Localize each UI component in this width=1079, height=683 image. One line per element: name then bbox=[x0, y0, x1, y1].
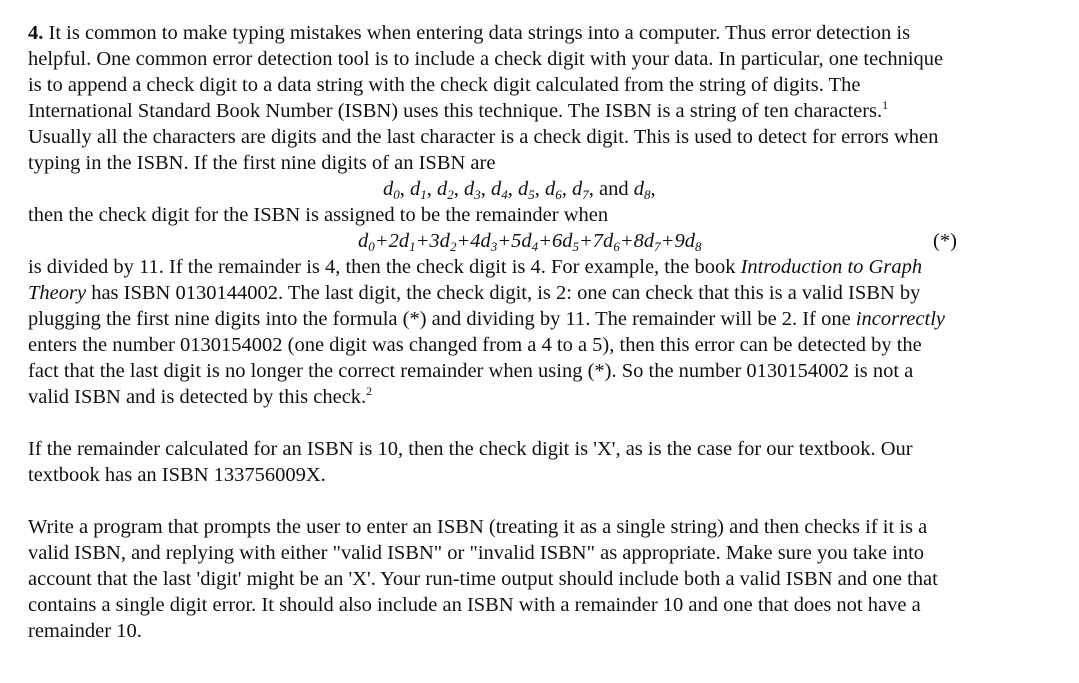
footnote-marker-2: 2 bbox=[366, 384, 373, 398]
formula-line bbox=[28, 228, 1058, 254]
intro-line-4: International Standard Book Number (ISBN) uses this technique. The ISBN is a string of ten characters. bbox=[28, 100, 883, 122]
intro-line-1: It is common to make typing mistakes when entering data strings into a computer. Thus error detection is bbox=[48, 22, 911, 44]
example-paragraph bbox=[28, 254, 1058, 410]
example-line-2: has ISBN 0130144002. The last digit, the check digit, is 2: one can check that this is a valid ISBN by bbox=[86, 282, 921, 304]
digits-line bbox=[28, 176, 1058, 202]
task-line-5: remainder 10. bbox=[28, 620, 142, 642]
spacer bbox=[28, 410, 1058, 436]
book-title-part-1: Introduction to Graph bbox=[740, 256, 923, 278]
book-title-part-2: Theory bbox=[28, 282, 87, 304]
example-line-4: enters the number 0130154002 (one digit was changed from a 4 to a 5), then this error can be detected by the bbox=[28, 334, 922, 356]
task-line-2: valid ISBN, and replying with either "valid ISBN" or "invalid ISBN" as appropriate. Make sure you take into bbox=[28, 542, 925, 564]
task-line-4: contains a single digit error. It should also include an ISBN with a remainder 10 and one that does not have a bbox=[28, 594, 921, 616]
example-line-3: plugging the first nine digits into the formula (*) and dividing by 11. The remainder will be 2. If one bbox=[28, 308, 856, 330]
intro-line-6: typing in the ISBN. If the first nine digits of an ISBN are bbox=[28, 152, 496, 174]
remainder-line-1: If the remainder calculated for an ISBN is 10, then the check digit is 'X', as is the case for our textbook. Our bbox=[28, 438, 913, 460]
incorrectly-emphasis: incorrectly bbox=[855, 308, 945, 330]
problem-text bbox=[28, 20, 1058, 644]
remainder-line-2: textbook has an ISBN 133756009X. bbox=[28, 464, 326, 486]
spacer bbox=[28, 488, 1058, 514]
intro-line-5: Usually all the characters are digits and the last character is a check digit. This is used to detect for errors when bbox=[28, 126, 939, 148]
check-formula: $d_0+2d_1+3d_2+4d_3+5d_4+6d_5+7d_6+8d_7+9d_8$ bbox=[358, 230, 702, 254]
intro-paragraph bbox=[28, 20, 1058, 176]
task-line-3: account that the last 'digit' might be an 'X'. Your run-time output should include both a valid ISBN and one that bbox=[28, 568, 938, 590]
example-line-6: valid ISBN and is detected by this check. bbox=[28, 386, 367, 408]
formula-tag: (*) bbox=[933, 230, 957, 252]
then-line: then the check digit for the ISBN is assigned to be the remainder when bbox=[28, 204, 609, 226]
digit-variables: $d_0$, $d_1$, $d_2$, $d_3$, $d_4$, $d_5$, $d_6$, $d_7$, and $d_8$, bbox=[383, 178, 656, 202]
remainder-ten-paragraph bbox=[28, 436, 1058, 488]
task-line-1: Write a program that prompts the user to enter an ISBN (treating it as a single string) and then checks if it is a bbox=[28, 516, 928, 538]
footnote-marker-1: 1 bbox=[882, 98, 889, 112]
example-line-1: is divided by 11. If the remainder is 4, then the check digit is 4. For example, the book bbox=[28, 256, 741, 278]
task-paragraph bbox=[28, 514, 1058, 644]
intro-line-2: helpful. One common error detection tool is to include a check digit with your data. In particular, one technique bbox=[28, 48, 944, 70]
problem-number: 4. bbox=[28, 22, 44, 44]
example-line-5: fact that the last digit is no longer the correct remainder when using (*). So the number 0130154002 is not a bbox=[28, 360, 914, 382]
intro-line-3: is to append a check digit to a data string with the check digit calculated from the string of digits. The bbox=[28, 74, 861, 96]
